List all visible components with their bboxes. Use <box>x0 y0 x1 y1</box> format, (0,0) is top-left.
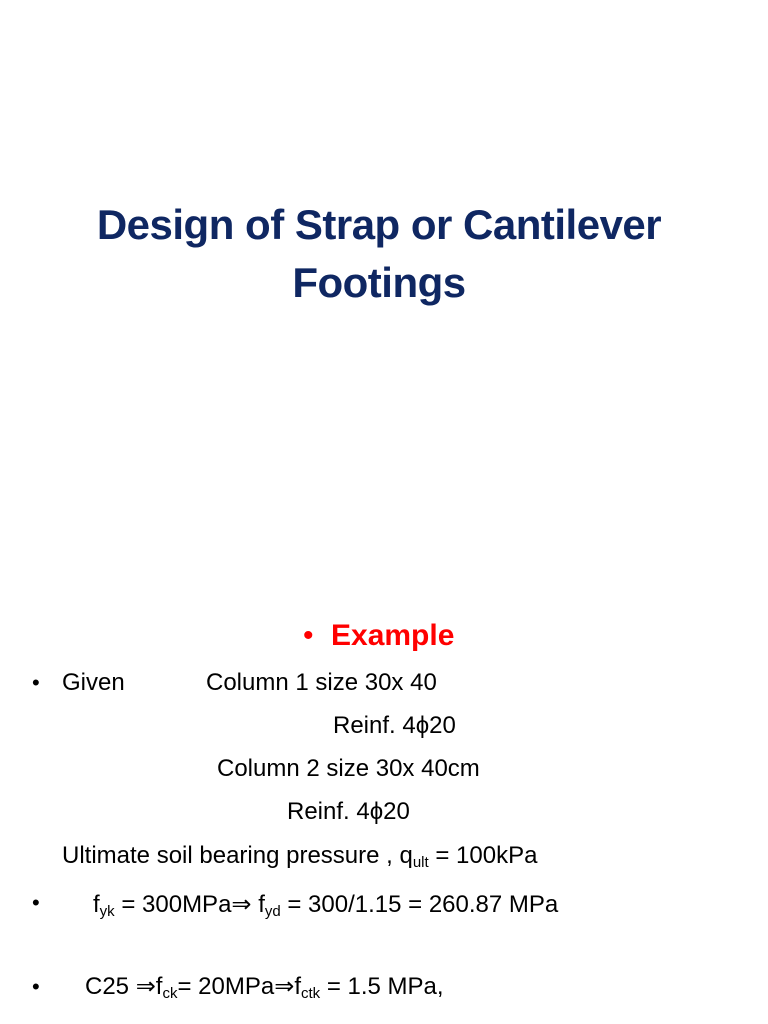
bullet-icon: • <box>32 974 40 999</box>
example-heading <box>303 618 454 654</box>
column-1-reinf: Reinf. 4ϕ20 <box>333 712 456 739</box>
bullet-icon: • <box>32 670 40 695</box>
given-label: Given <box>62 669 125 696</box>
concrete-strength: C25 $\Rightarrow f_{ck}=$ $20MPa\Rightarrow f_{ctk} = 1.5$ MPa, <box>85 973 444 1002</box>
example-label: Example <box>331 619 455 652</box>
bullet-icon: • <box>32 890 40 915</box>
column-2-reinf: Reinf. 4ϕ20 <box>287 798 410 825</box>
column-1-size: Column 1 size 30x 40 <box>206 669 437 696</box>
slide-title <box>0 196 758 312</box>
column-2-size: Column 2 size 30x 40cm <box>217 755 480 782</box>
title-line-2: Footings <box>292 259 466 306</box>
soil-pressure: Ultimate soil bearing pressure , $q_{ult} = 100kPa$ <box>62 842 538 871</box>
steel-strength: $f_{yk}$ = 300MPa⇒ $f_{yd} = 300/1.15 = 260.87$ MPa <box>93 891 559 920</box>
title-line-1: Design of Strap or Cantilever <box>96 201 662 248</box>
bullet-icon: • <box>303 619 314 652</box>
